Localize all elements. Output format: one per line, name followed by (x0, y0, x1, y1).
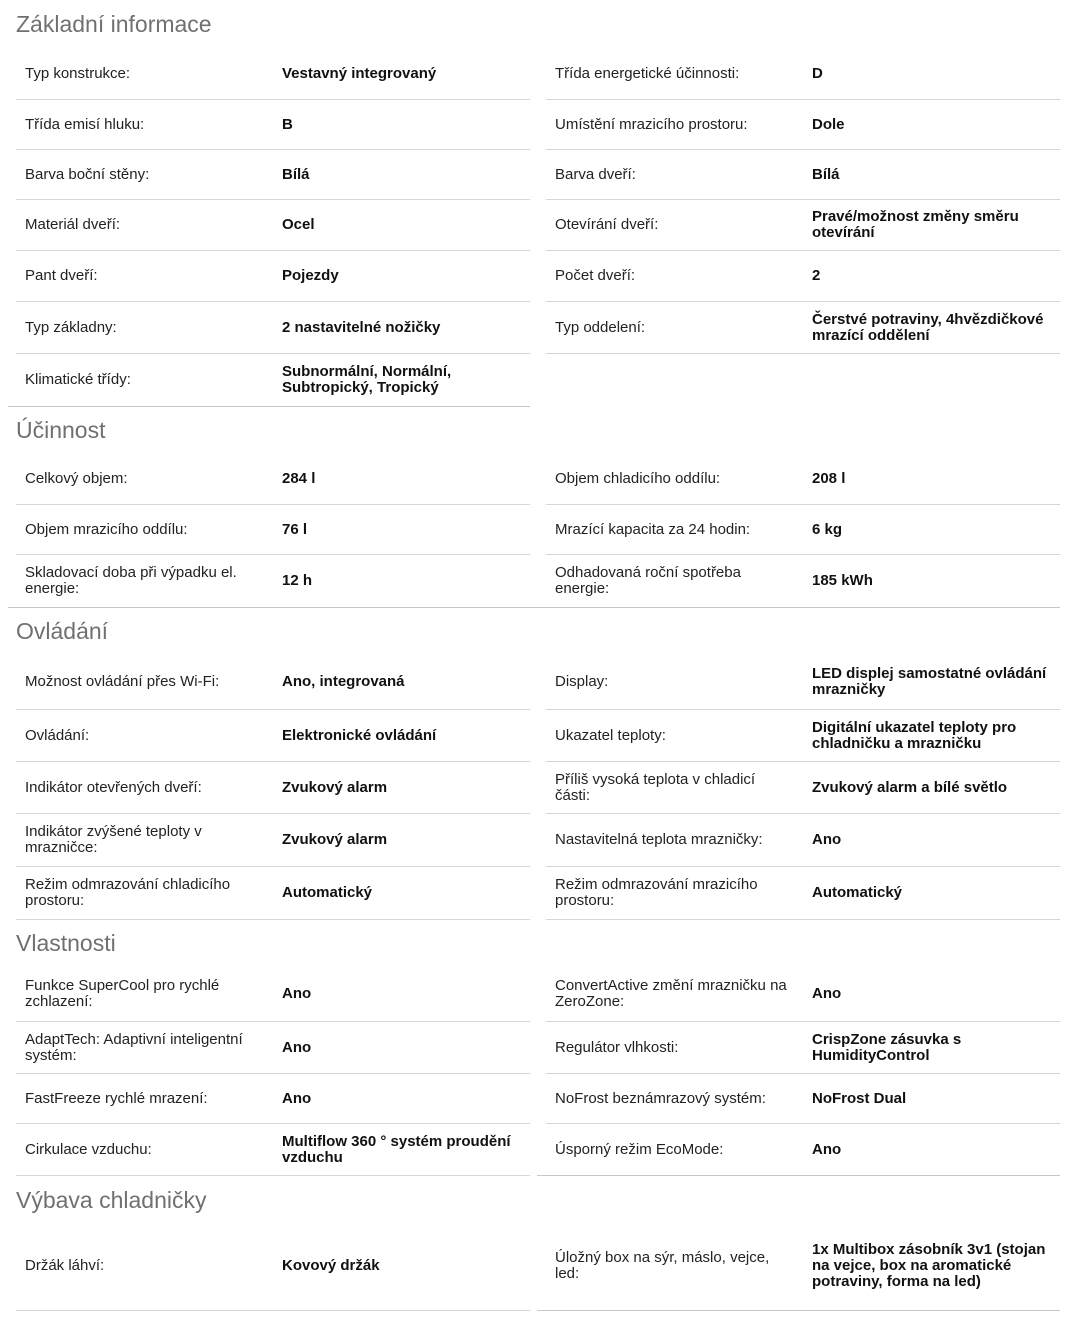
spec-row (16, 48, 530, 100)
spec-label: Režim odmrazování chladicího prostoru: (25, 876, 231, 909)
spec-value: Ano (282, 1038, 312, 1056)
spec-row (16, 1074, 530, 1124)
spec-label: FastFreeze rychlé mrazení: (25, 1089, 208, 1107)
spec-value: Ano (282, 1089, 312, 1107)
spec-value: Bílá (812, 165, 840, 183)
spec-label: Počet dveří: (555, 267, 636, 284)
spec-label: Ovládání: (25, 726, 90, 744)
section-title-vybava: Výbava chladničky (16, 1187, 207, 1213)
spec-label: Ukazatel teploty: (555, 726, 666, 744)
spec-label: ConvertActive změní mrazničku na ZeroZone: (555, 977, 787, 1010)
spec-row (16, 762, 530, 814)
spec-value: LED displej samostatné ovládání mrazničky (812, 665, 1047, 698)
spec-value: Elektronické ovládání (282, 726, 437, 744)
spec-label: Odhadovaná roční spotřeba energie: (555, 564, 741, 597)
spec-value: Bílá (282, 165, 310, 183)
spec-label: Indikátor otevřených dveří: (25, 778, 202, 796)
spec-row (546, 967, 1060, 1022)
spec-row (16, 354, 530, 406)
spec-value: CrispZone zásuvka s HumidityControl (812, 1030, 962, 1064)
spec-value: Ano (282, 985, 312, 1002)
spec-label: Třída emisí hluku: (25, 115, 145, 133)
spec-row (546, 150, 1060, 200)
section-title-vlastnosti: Vlastnosti (16, 930, 116, 956)
spec-value: Digitální ukazatel teploty pro chladničku a mrazničku (812, 718, 1017, 752)
spec-value: Kovový držák (282, 1257, 380, 1274)
spec-label: Umístění mrazicího prostoru: (555, 115, 748, 133)
spec-value: Ano, integrovaná (282, 673, 405, 690)
spec-row (16, 867, 530, 920)
spec-label: Objem mrazicího oddílu: (25, 520, 188, 538)
spec-value: 284 l (282, 469, 316, 487)
spec-value: Automatický (812, 884, 903, 901)
spec-value: NoFrost Dual (812, 1089, 907, 1107)
spec-label: Možnost ovládání přes Wi-Fi: (25, 673, 220, 690)
section-divider (8, 406, 530, 407)
spec-label: Klimatické třídy: (25, 371, 131, 388)
spec-value: 1x Multibox zásobník 3v1 (stojan na vejce, box na aromatické potraviny, forma na led) (812, 1241, 1046, 1290)
spec-value: D (812, 64, 823, 82)
spec-value: 76 l (282, 520, 308, 538)
spec-label: Pant dveří: (25, 267, 98, 284)
section-title-ucinnost: Účinnost (16, 417, 106, 443)
spec-value: Ano (812, 831, 842, 848)
spec-row (16, 100, 530, 150)
spec-value: Multiflow 360 ° systém proudění vzduchu (282, 1132, 511, 1166)
spec-label: Třída energetické účinnosti: (555, 64, 740, 82)
spec-value: Automatický (282, 884, 373, 901)
spec-label: Nastavitelná teplota mrazničky: (555, 831, 763, 848)
spec-row (546, 100, 1060, 150)
spec-label: Cirkulace vzduchu: (25, 1140, 152, 1158)
spec-row (546, 48, 1060, 100)
spec-row (546, 505, 1060, 555)
spec-label: Úsporný režim EcoMode: (555, 1140, 724, 1158)
spec-label: NoFrost beznámrazový systém: (555, 1089, 766, 1107)
spec-value: Zvukový alarm a bílé světlo (812, 778, 1008, 796)
spec-label: Režim odmrazování mrazicího prostoru: (555, 876, 758, 909)
spec-row (16, 251, 530, 302)
spec-label: Display: (555, 673, 609, 690)
section-divider (537, 1175, 1060, 1176)
spec-label: Mrazící kapacita za 24 hodin: (555, 520, 751, 538)
spec-row (16, 814, 530, 867)
spec-row (16, 655, 530, 710)
spec-value: Ano (812, 985, 842, 1002)
spec-row (546, 1222, 1060, 1310)
spec-row (546, 814, 1060, 867)
section-divider (8, 607, 1060, 608)
section-title-ovladani: Ovládání (16, 618, 109, 644)
spec-row (16, 150, 530, 200)
spec-label: Otevírání dveří: (555, 216, 659, 233)
spec-row (16, 453, 530, 505)
spec-value: 12 h (282, 572, 313, 589)
spec-row (546, 302, 1060, 354)
spec-value: Zvukový alarm (282, 778, 388, 796)
spec-value: 2 nastavitelné nožičky (282, 318, 441, 336)
spec-row (546, 762, 1060, 814)
spec-label: Regulátor vlhkosti: (555, 1038, 679, 1056)
spec-row (16, 1022, 530, 1074)
spec-label: Úložný box na sýr, máslo, vejce, led: (555, 1249, 770, 1282)
spec-value: Vestavný integrovaný (282, 64, 437, 82)
spec-value: Pojezdy (282, 267, 339, 284)
spec-label: Funkce SuperCool pro rychlé zchlazení: (25, 977, 220, 1010)
spec-value: Čerstvé potraviny, 4hvězdičkové mrazící oddělení (812, 310, 1044, 344)
spec-label: Objem chladicího oddílu: (555, 469, 721, 487)
spec-row (16, 710, 530, 762)
spec-value: 2 (812, 267, 821, 284)
spec-label: Barva dveří: (555, 165, 636, 183)
spec-value: Ocel (282, 216, 315, 233)
spec-row (546, 1022, 1060, 1074)
spec-row (546, 710, 1060, 762)
spec-value: Subnormální, Normální, Subtropický, Tropický (282, 363, 452, 396)
spec-label: Držák láhví: (25, 1257, 105, 1274)
spec-label: Barva boční stěny: (25, 165, 150, 183)
section-title-zakladni: Základní informace (16, 11, 212, 37)
spec-row (16, 200, 530, 251)
spec-value: Ano (812, 1140, 842, 1158)
spec-value: 185 kWh (812, 572, 873, 589)
spec-value: Zvukový alarm (282, 831, 388, 848)
spec-row (16, 967, 530, 1022)
spec-label: Typ konstrukce: (25, 64, 131, 82)
spec-label: Příliš vysoká teplota v chladicí části: (555, 770, 756, 804)
section-divider (537, 1310, 1060, 1311)
spec-label: Celkový objem: (25, 469, 128, 487)
spec-row (16, 1124, 530, 1176)
spec-row (546, 1074, 1060, 1124)
spec-value: 208 l (812, 469, 846, 487)
spec-row (546, 655, 1060, 710)
spec-row (546, 1124, 1060, 1175)
spec-value: Dole (812, 115, 845, 133)
spec-row (546, 555, 1060, 607)
spec-label: Materiál dveří: (25, 216, 121, 233)
spec-value: Pravé/možnost změny směru otevírání (812, 208, 1019, 241)
spec-row (16, 555, 530, 607)
spec-label: Typ základny: (25, 318, 117, 336)
spec-row (546, 453, 1060, 505)
spec-label: Indikátor zvýšené teploty v mrazničce: (25, 823, 202, 856)
spec-row (16, 1222, 530, 1311)
spec-row (16, 302, 530, 354)
spec-value: 6 kg (812, 520, 843, 538)
spec-row (546, 867, 1060, 920)
spec-label: Typ oddelení: (555, 318, 646, 336)
spec-row (546, 200, 1060, 251)
spec-row (16, 505, 530, 555)
spec-label: AdaptTech: Adaptivní inteligentní systém: (25, 1030, 243, 1064)
spec-label: Skladovací doba při výpadku el. energie: (25, 564, 237, 597)
spec-value: B (282, 115, 293, 133)
spec-row (546, 251, 1060, 302)
